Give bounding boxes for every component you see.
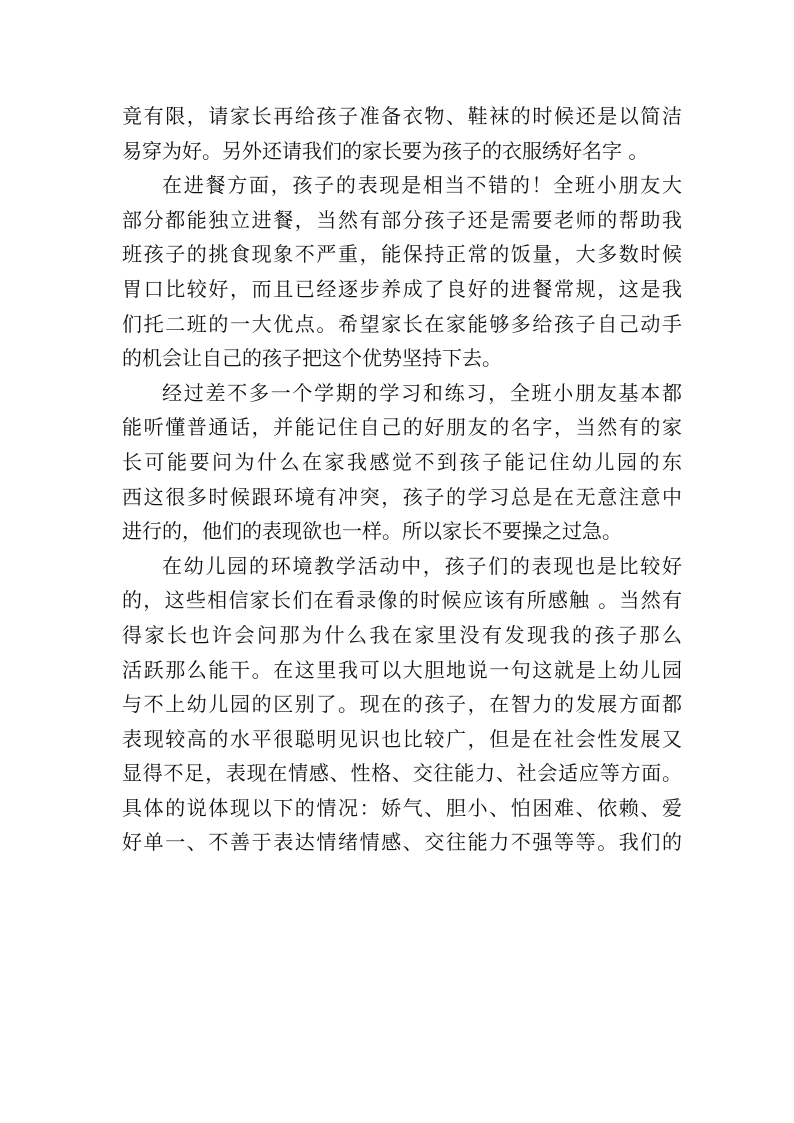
text-line: 竟有限，请家长再给孩子准备衣物、鞋袜的时候还是以简洁 xyxy=(122,104,682,128)
paragraph-first-line: 经过差不多一个学期的学习和练习，全班小朋友基本都 xyxy=(162,380,682,405)
text-line: 表现较高的水平很聪明见识也比较广，但是在社会性发展又 xyxy=(122,726,682,751)
text-line: 具体的说体现以下的情况：娇气、胆小、怕困难、依赖、爱 xyxy=(122,795,682,820)
text-line: 胃口比较好，而且已经逐步养成了良好的进餐常规，这是我 xyxy=(122,276,682,301)
text-line: 进行的，他们的表现欲也一样。所以家长不要操之过急。 xyxy=(122,519,622,544)
text-line: 好单一、不善于表达情绪情感、交往能力不强等等。我们的 xyxy=(122,830,682,855)
document-body xyxy=(122,99,682,860)
text-line: 得家长也许会问那为什么我在家里没有发现我的孩子那么 xyxy=(122,622,682,647)
paragraph-first-line: 在进餐方面，孩子的表现是相当不错的！全班小朋友大 xyxy=(162,173,682,198)
text-line: 与不上幼儿园的区别了。现在的孩子，在智力的发展方面都 xyxy=(122,692,682,717)
text-line: 西这很多时候跟环境有冲突，孩子的学习总是在无意注意中 xyxy=(122,484,682,509)
text-line: 易穿为好。另外还请我们的家长要为孩子的衣服绣好名字 。 xyxy=(122,138,649,163)
text-line: 部分都能独立进餐，当然有部分孩子还是需要老师的帮助我 xyxy=(122,207,682,232)
text-line: 们托二班的一大优点。希望家长在家能够多给孩子自己动手 xyxy=(122,311,682,336)
text-line: 长可能要问为什么在家我感觉不到孩子能记住幼儿园的东 xyxy=(122,449,682,474)
text-line: 显得不足，表现在情感、性格、交往能力、社会适应等方面。 xyxy=(122,761,682,786)
text-line: 活跃那么能干。在这里我可以大胆地说一句这就是上幼儿园 xyxy=(122,657,682,682)
text-line: 的机会让自己的孩子把这个优势坚持下去。 xyxy=(122,346,502,371)
text-line: 能听懂普通话，并能记住自己的好朋友的名字，当然有的家 xyxy=(122,415,682,440)
text-line: 的，这些相信家长们在看录像的时候应该有所感触 。当然有 xyxy=(122,588,682,613)
text-line: 班孩子的挑食现象不严重，能保持正常的饭量，大多数时候 xyxy=(122,242,682,267)
paragraph-first-line: 在幼儿园的环境教学活动中，孩子们的表现也是比较好 xyxy=(162,553,682,578)
